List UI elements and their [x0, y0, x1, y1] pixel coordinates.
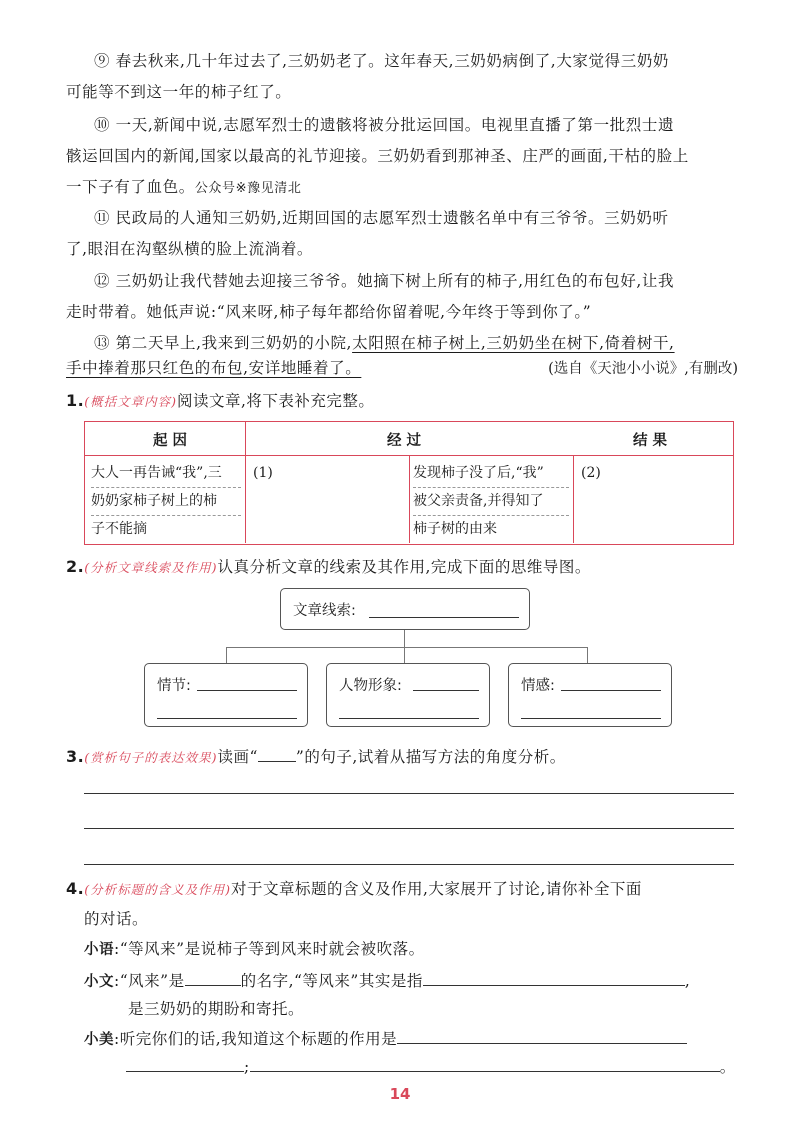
- text-line: [66, 172, 738, 204]
- question-number: 1.: [66, 391, 85, 410]
- text-fragment: ⑬ 第二天早上,我来到三奶奶的小院,: [94, 334, 353, 352]
- connector: [404, 647, 405, 663]
- question-text: 读画“: [217, 748, 258, 766]
- character-label: 人物形象:: [339, 678, 402, 694]
- clue-box: [280, 588, 530, 630]
- question-number: 2.: [66, 557, 85, 576]
- underlined-sentence: 太阳照在柿子树上,三奶奶坐在树下,倚着树干,: [352, 334, 675, 352]
- question-text: 阅读文章,将下表补充完整。: [176, 392, 375, 410]
- header-cause: 起 因: [153, 433, 188, 449]
- character-box: [326, 663, 490, 727]
- text-line: ⑫ 三奶奶让我代替她去迎接三爷爷。她摘下树上所有的柿子,用红色的布包好,让我: [94, 272, 675, 290]
- dialogue-text: :“风来”是: [114, 972, 185, 990]
- question-tag: (分析标题的含义及作用): [84, 882, 231, 897]
- question-4-cont: 的对话。: [84, 910, 149, 928]
- answer-blank[interactable]: [185, 967, 241, 986]
- table-divider: [245, 422, 246, 543]
- cell-line: 发现柿子没了后,“我”: [413, 460, 569, 488]
- table-header: [85, 422, 733, 456]
- clue-label: 文章线索:: [293, 603, 356, 619]
- question-number: 3.: [66, 747, 85, 766]
- dialogue-text: 的名字,“等风来”其实是指: [240, 972, 423, 990]
- table-divider: [409, 456, 410, 543]
- summary-table: [84, 421, 734, 545]
- cell-line: 奶奶家柿子树上的柿: [91, 488, 241, 516]
- dialogue-line-2-cont: 是三奶奶的期盼和寄托。: [128, 1000, 305, 1018]
- answer-line[interactable]: [84, 864, 734, 865]
- answer-blank[interactable]: [423, 967, 685, 986]
- emotion-label: 情感:: [521, 678, 555, 694]
- paragraph-9-cont: [66, 77, 738, 108]
- text-line: ⑨ 春去秋来,几十年过去了,三奶奶老了。这年春天,三奶奶病倒了,大家觉得三奶奶: [94, 52, 670, 70]
- connector: [226, 647, 588, 648]
- speaker-name: 小美: [84, 1032, 114, 1048]
- underlined-sentence: 手中捧着那只红色的布包,安详地睡着了。: [66, 359, 362, 377]
- paragraph-11: [66, 203, 766, 234]
- watermark-note: 公众号※豫见清北: [194, 181, 302, 196]
- connector: [587, 647, 588, 663]
- question-text: 对于文章标题的含义及作用,大家展开了讨论,请你补全下面: [230, 880, 642, 898]
- question-3: [66, 742, 566, 773]
- cell-line: 柿子树的由来: [413, 521, 497, 537]
- dialogue-line-1: [84, 934, 425, 965]
- blank-label: (1): [253, 465, 273, 481]
- connector: [226, 647, 227, 663]
- speaker-name: 小语: [84, 942, 114, 958]
- process-cell: [413, 460, 569, 543]
- text-line: ⑪ 民政局的人通知三奶奶,近期回国的志愿军烈士遗骸名单中有三爷爷。三奶奶听: [94, 209, 669, 227]
- character-blank[interactable]: [339, 718, 479, 719]
- source-citation: (选自《天池小小说》,有删改): [548, 361, 738, 377]
- plot-label: 情节:: [157, 678, 191, 694]
- header-process: 经 过: [387, 433, 422, 449]
- emotion-blank[interactable]: [521, 718, 661, 719]
- speaker-name: 小文: [84, 974, 114, 990]
- answer-blank[interactable]: [397, 1025, 687, 1044]
- dialogue-line-3-cont: [126, 1052, 736, 1082]
- question-tag: (概括文章内容): [84, 394, 177, 409]
- cause-cell: [91, 460, 241, 543]
- clue-blank[interactable]: [369, 617, 519, 618]
- plot-box: [144, 663, 308, 727]
- header-result: 结 果: [633, 433, 668, 449]
- blank-label: (2): [581, 465, 601, 481]
- paragraph-12-cont: [66, 297, 738, 328]
- text-line: 可能等不到这一年的柿子红了。: [66, 83, 292, 101]
- punctuation: 。: [719, 1058, 736, 1076]
- plot-blank[interactable]: [157, 718, 297, 719]
- paragraph-9: [66, 46, 766, 77]
- paragraph-10-cont: [66, 141, 738, 204]
- answer-line[interactable]: [84, 828, 734, 829]
- character-blank[interactable]: [413, 690, 479, 691]
- question-number: 4.: [66, 879, 85, 898]
- page-number: 14: [389, 1085, 411, 1103]
- question-text: ”的句子,试着从描写方法的角度分析。: [295, 748, 566, 766]
- answer-line[interactable]: [84, 793, 734, 794]
- plot-blank[interactable]: [197, 690, 297, 691]
- question-text: 认真分析文章的线索及其作用,完成下面的思维导图。: [217, 558, 591, 576]
- dialogue-text: :“等风来”是说柿子等到风来时就会被吹落。: [114, 940, 425, 958]
- dialogue-line-3: [84, 1024, 687, 1055]
- emotion-blank[interactable]: [561, 690, 661, 691]
- text-line: 走时带着。她低声说:“风来呀,柿子每年都给你留着呢,今年终于等到你了。”: [66, 303, 592, 321]
- dialogue-line-2: [84, 966, 690, 997]
- answer-cell-1[interactable]: [253, 460, 403, 487]
- paragraph-12: [66, 266, 766, 297]
- question-2: [66, 552, 591, 583]
- underline-mark: [258, 747, 296, 762]
- question-tag: (分析文章线索及作用): [84, 560, 218, 575]
- question-1: [66, 386, 374, 417]
- dialogue-text: :听完你们的话,我知道这个标题的作用是: [114, 1030, 398, 1048]
- paragraph-10: [66, 110, 766, 141]
- question-4: [66, 874, 642, 905]
- punctuation: ,: [684, 972, 691, 990]
- text-line: ⑩ 一天,新闻中说,志愿军烈士的遗骸将被分批运回国。电视里直播了第一批烈士遗: [94, 116, 675, 134]
- cell-line: 大人一再告诫“我”,三: [91, 460, 241, 488]
- text-fragment: 一下子有了血色。: [66, 178, 195, 196]
- cell-line: 被父亲责备,并得知了: [413, 488, 569, 516]
- connector: [404, 630, 405, 648]
- question-tag: (赏析句子的表达效果): [84, 750, 218, 765]
- cell-line: 子不能摘: [91, 521, 147, 537]
- answer-blank[interactable]: [126, 1053, 244, 1072]
- table-divider: [573, 456, 574, 543]
- paragraph-11-cont: [66, 234, 738, 265]
- emotion-box: [508, 663, 672, 727]
- text-line: 了,眼泪在沟壑纵横的脸上流淌着。: [66, 240, 314, 258]
- answer-cell-2[interactable]: [581, 460, 731, 487]
- text-line: 骸运回国内的新闻,国家以最高的礼节迎接。三奶奶看到那神圣、庄严的画面,干枯的脸上: [66, 147, 689, 165]
- answer-blank[interactable]: [250, 1053, 720, 1072]
- punctuation: ;: [244, 1058, 250, 1076]
